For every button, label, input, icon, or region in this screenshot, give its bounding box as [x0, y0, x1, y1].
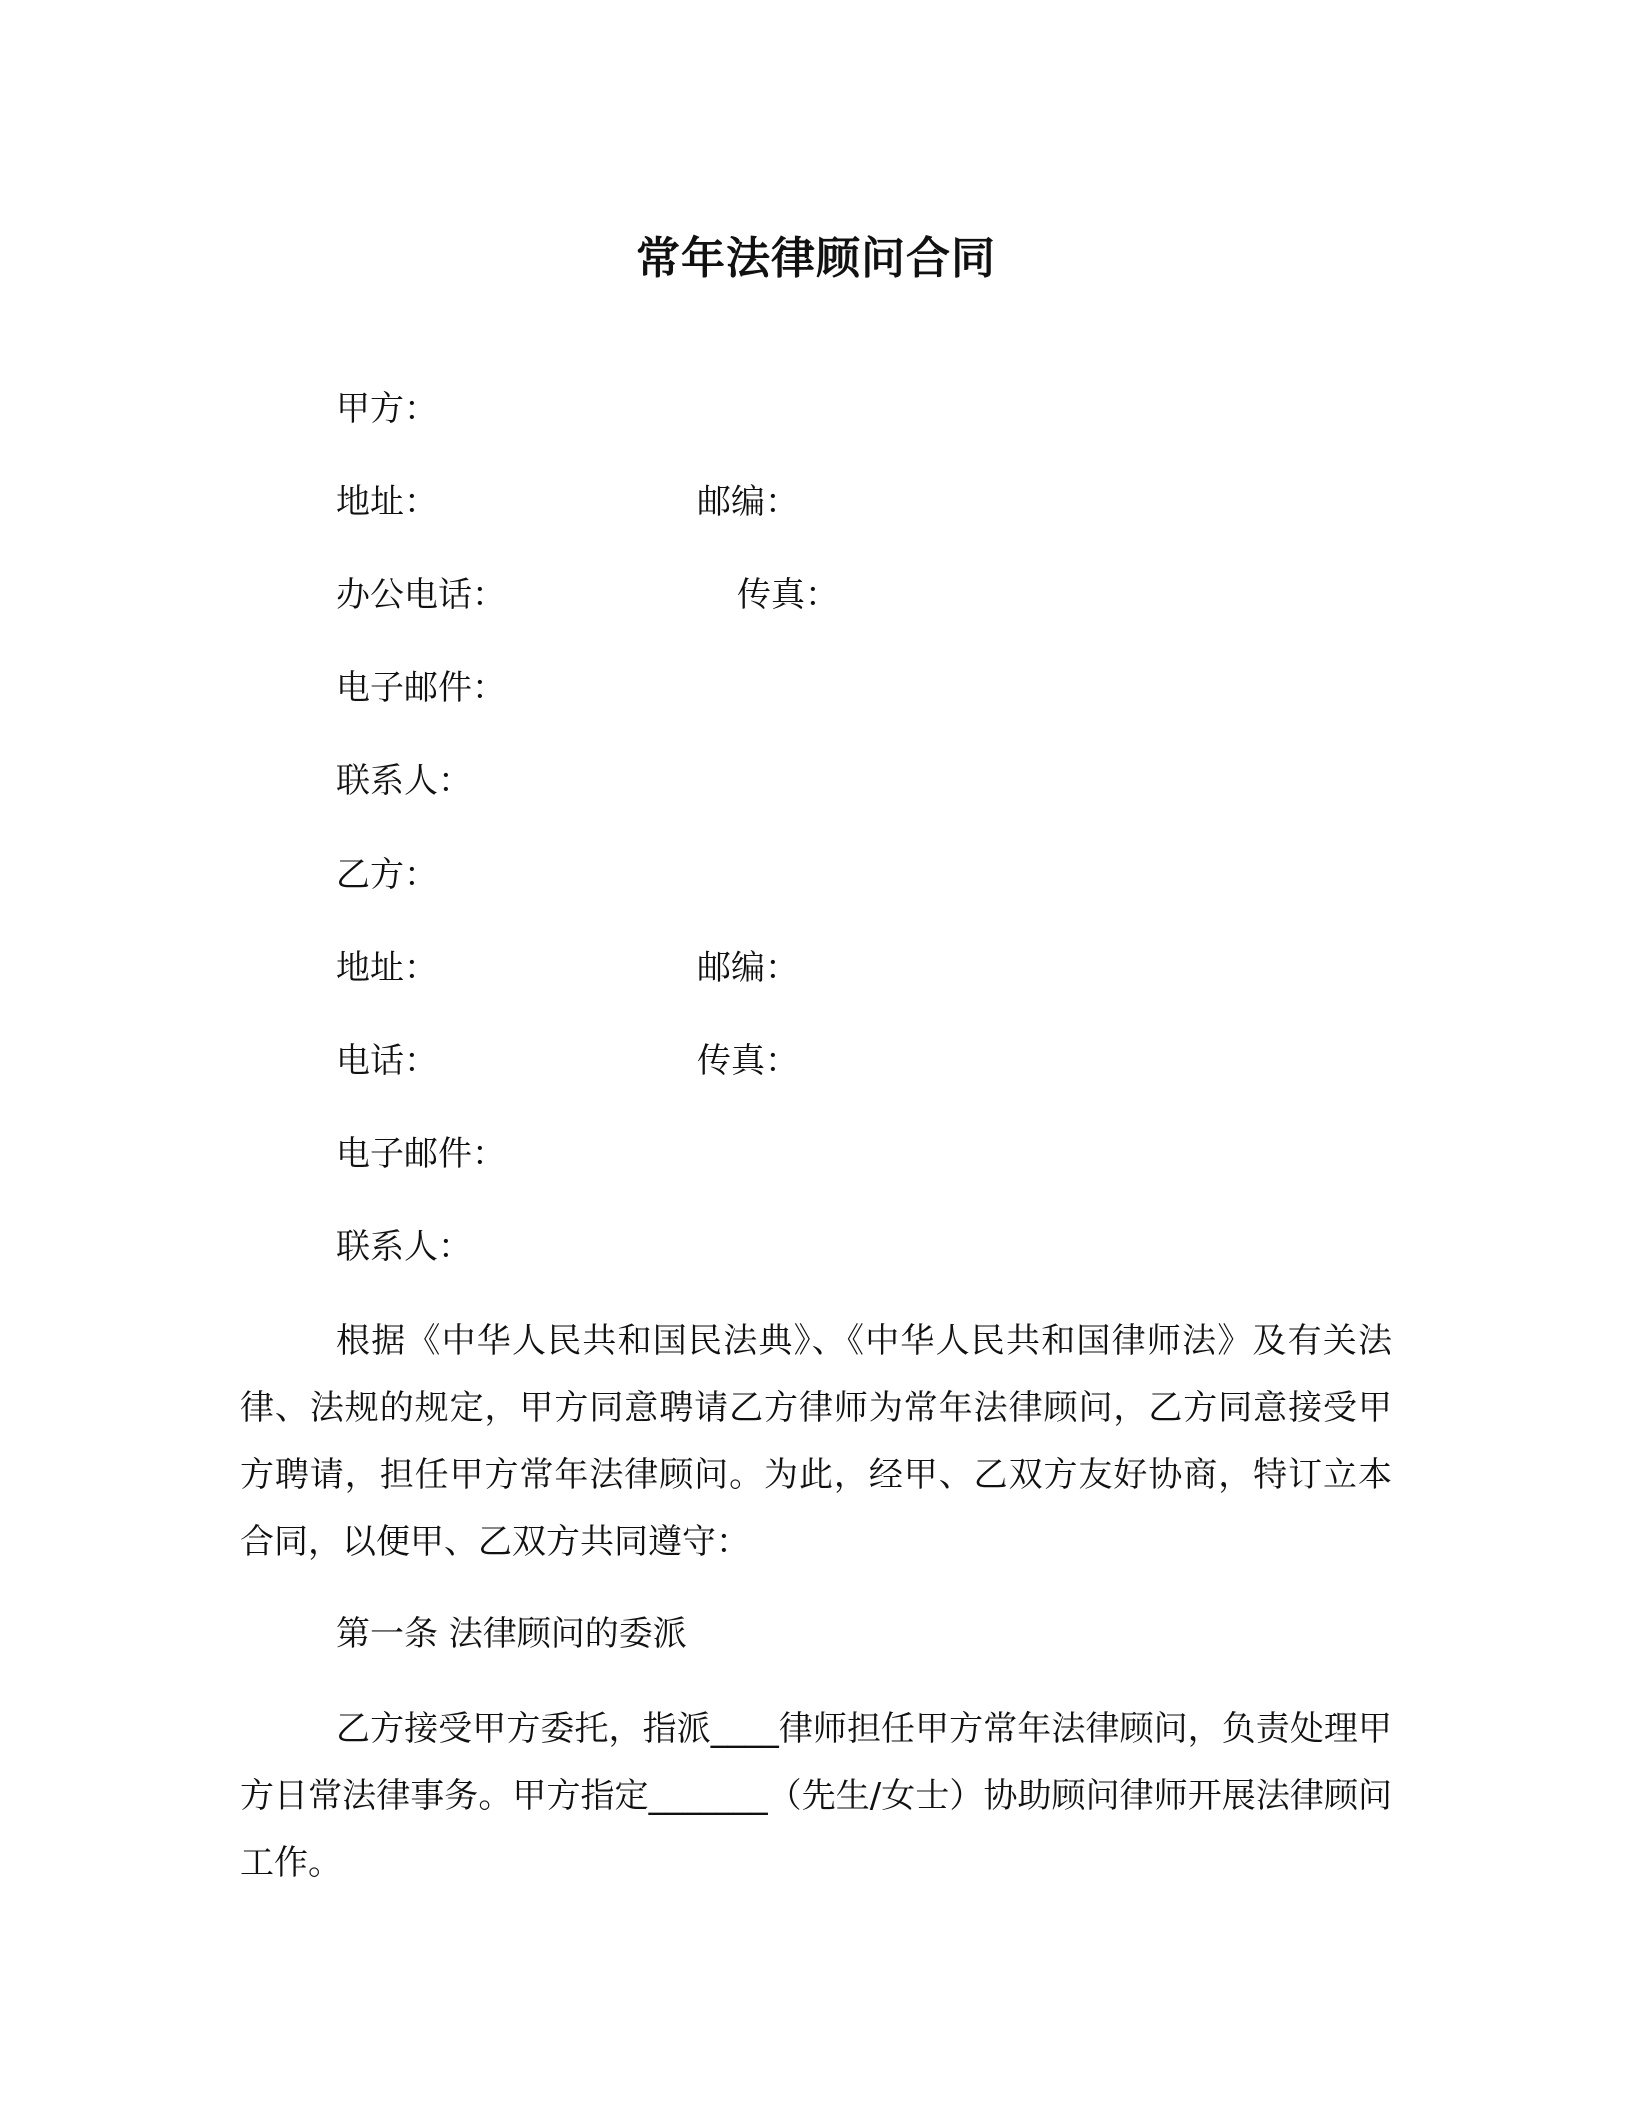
article-1-body: 乙方接受甲方委托，指派____律师担任甲方常年法律顾问，负责处理甲方日常法律事务。甲方指定_______（先生/女士）协助顾问律师开展法律顾问工作。 [240, 1709, 1392, 1883]
party-b-phone-label: 电话： [336, 1041, 438, 1081]
party-b-address-label: 地址： [336, 948, 438, 988]
party-a-contact-label: 联系人： [336, 761, 472, 801]
party-a-postcode-label: 邮编： [697, 482, 799, 522]
party-a-label: 甲方： [336, 389, 438, 429]
party-b-label: 乙方： [336, 855, 438, 895]
preamble-paragraph: 根据《中华人民共和国民法典》、《中华人民共和国律师法》及有关法律、法规的规定，甲方同意聘请乙方律师为常年法律顾问，乙方同意接受甲方聘请，担任甲方常年法律顾问。为此，经甲、乙双方友好协商，特订立本合同，以便甲、乙双方共同遵守： [240, 1321, 1392, 1562]
party-a-address-label: 地址： [336, 482, 438, 522]
party-a-office-phone-label: 办公电话： [336, 575, 506, 615]
party-a-email-label: 电子邮件： [336, 668, 506, 708]
party-b-email-label: 电子邮件： [336, 1134, 506, 1174]
party-b-contact-label: 联系人： [336, 1227, 472, 1267]
party-b-postcode-label: 邮编： [697, 948, 799, 988]
party-a-fax-label: 传真： [737, 575, 839, 615]
article-1-heading: 第一条 法律顾问的委派 [336, 1614, 687, 1654]
party-b-fax-label: 传真： [697, 1041, 799, 1081]
document-title: 常年法律顾问合同 [636, 233, 996, 284]
